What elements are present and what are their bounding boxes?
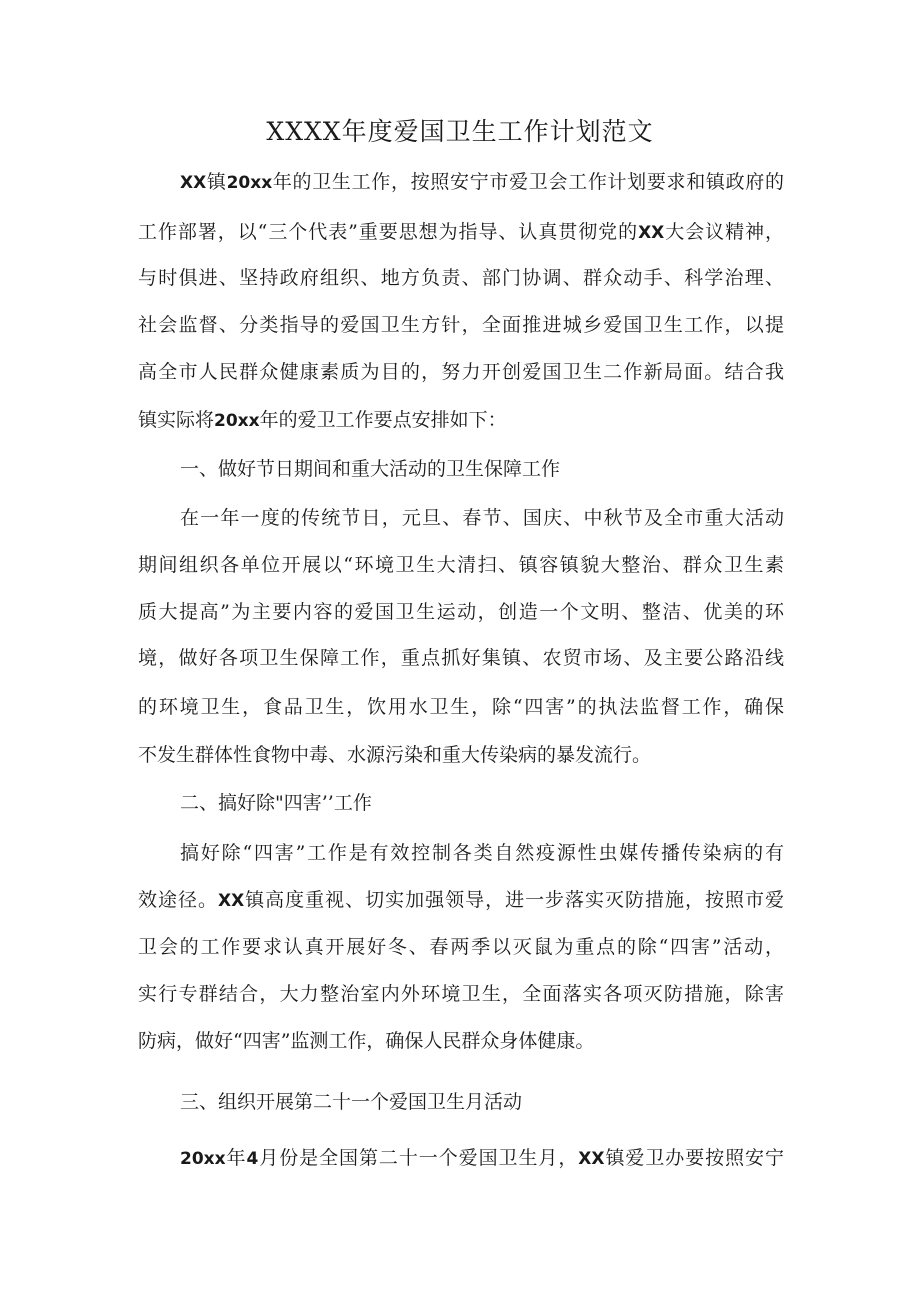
section1-line-4: 境，做好各项卫生保障工作，重点抓好集镇、农贸市场、及主要公路沿线: [138, 647, 784, 669]
section2-line-1: 搞好除“四害”工作是有效控制各类自然疫源性虫媒传播传染病的有: [180, 842, 784, 864]
intro-line-2: 工作部署，以“三个代表”重要思想为指导、认真贯彻党的XX大会议精神，: [138, 221, 784, 243]
section2-line-4: 实行专群结合，大力整治室内外环境卫生，全面落实各项灭防措施，除害: [138, 983, 784, 1005]
section1-line-5: 的环境卫生，食品卫生，饮用水卫生，除“四害”的执法监督工作，确保: [138, 696, 784, 718]
section2-line-2: 效途径。XX镇高度重视、切实加强领导，进一步落实灭防措施，按照市爱: [138, 889, 784, 911]
document-title: XXXX年度爱国卫生工作计划范文: [266, 117, 654, 146]
section1-heading: 一、做好节日期间和重大活动的卫生保障工作: [180, 458, 561, 480]
intro-line-1: XX镇20xx年的卫生工作，按照安宁市爱卫会工作计划要求和镇政府的: [180, 171, 784, 193]
section3-line-1: 20xx年4月份是全国第二十一个爱国卫生月，XX镇爱卫办要按照安宁: [180, 1147, 784, 1169]
section1-line-6: 不发生群体性食物中毒、水源污染和重大传染病的暴发流行。: [138, 744, 652, 766]
section1-line-2: 期间组织各单位开展以“环境卫生大清扫、镇容镇貌大整治、群众卫生素: [138, 554, 784, 576]
intro-line-4: 社会监督、分类指导的爱国卫生方针，全面推进城乡爱国卫生工作，以提: [138, 314, 784, 336]
intro-line-6: 镇实际将20xx年的爱卫工作要点安排如下：: [138, 409, 507, 431]
intro-line-5: 高全市人民群众健康素质为目的，努力开创爱国卫生二作新局面。结合我: [138, 361, 784, 383]
section1-line-3: 质大提高”为主要内容的爱国卫生运动，创造一个文明、整洁、优美的环: [138, 601, 784, 623]
section2-line-3: 卫会的工作要求认真开展好冬、春两季以灭鼠为重点的除“四害”活动，: [138, 936, 784, 958]
section3-heading: 三、组织开展第二十一个爱国卫生月活动: [180, 1091, 523, 1113]
section1-line-1: 在一年一度的传统节日，元旦、春节、国庆、中秋节及全市重大活动: [180, 507, 784, 529]
section2-heading: 二、搞好除"四害’’工作: [180, 792, 372, 814]
intro-line-3: 与时俱进、坚持政府组织、地方负责、部门协调、群众动手、科学治理、: [138, 267, 784, 289]
section2-line-5: 防病，做好“四害”监测工作，确保人民群众身体健康。: [138, 1030, 595, 1052]
